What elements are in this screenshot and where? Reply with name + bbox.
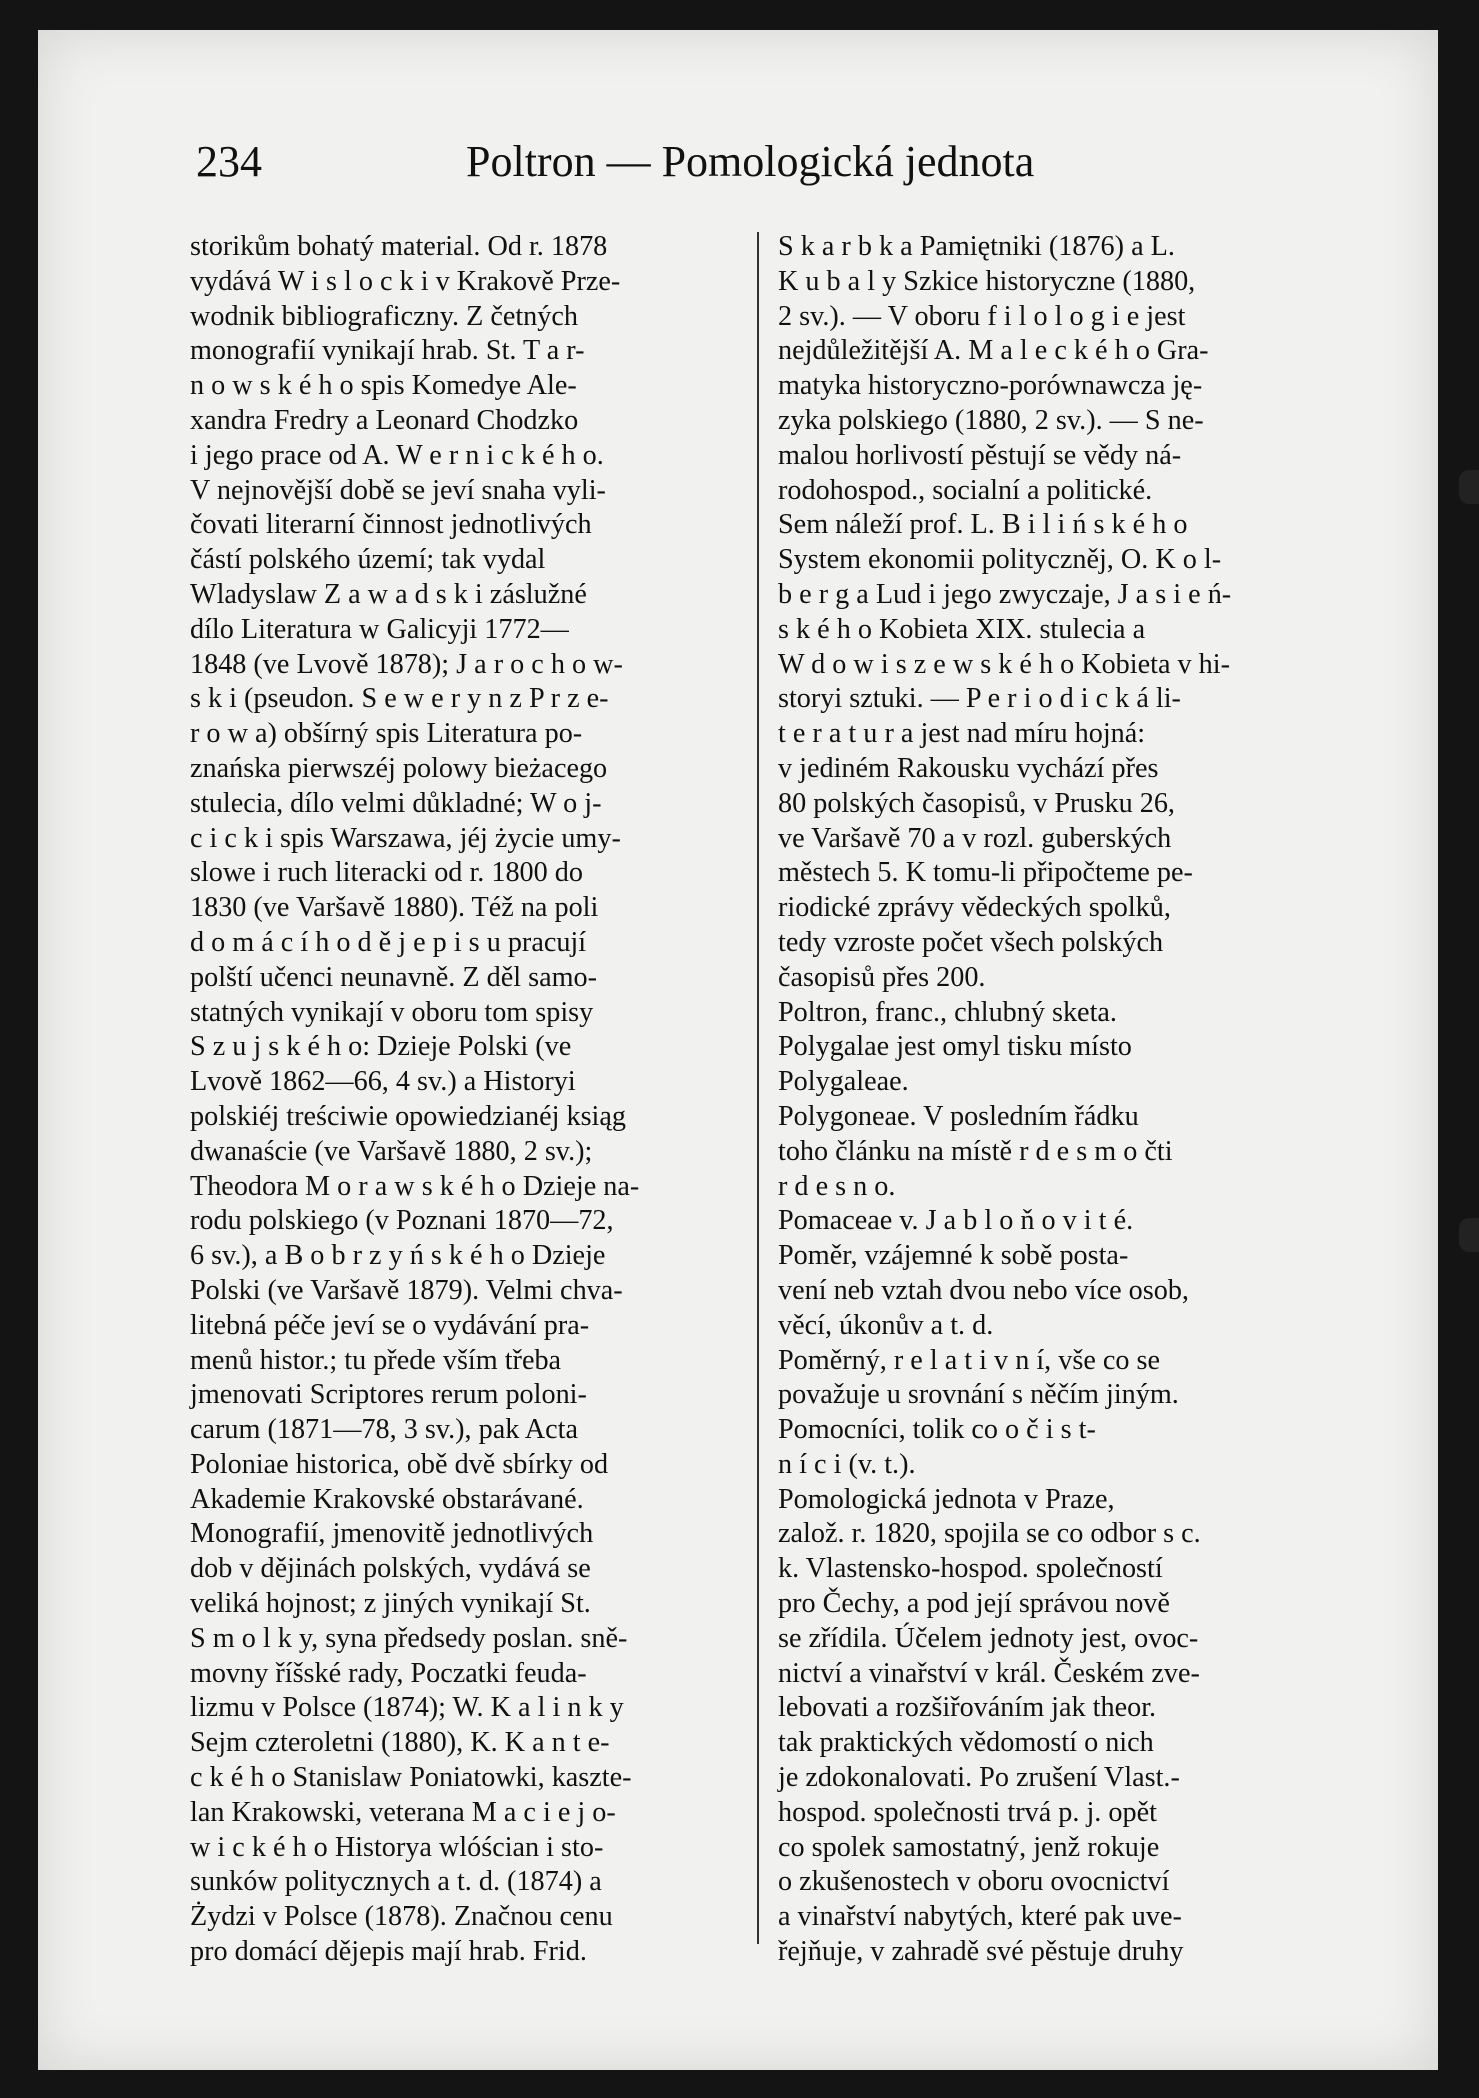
- text-line: c k é h o Stanislaw Poniatowki, kaszte-: [190, 1762, 632, 1794]
- text-line: Polygaleae.: [778, 1066, 909, 1098]
- text-line: polští učenci neunavně. Z děl samo-: [190, 961, 598, 993]
- column-divider: [757, 232, 759, 1944]
- text-line: částí polského území; tak vydal: [190, 544, 546, 576]
- text-line: V nejnovější době se jeví snaha vyli-: [190, 474, 606, 506]
- text-line: Żydzi v Polsce (1878). Značnou cenu: [190, 1901, 613, 1933]
- text-line: veliká hojnost; z jiných vynikají St.: [190, 1588, 591, 1620]
- text-line: nictví a vinařství v král. Českém zve-: [778, 1657, 1200, 1689]
- text-line: matyka historyczno-porównawcza ję-: [778, 370, 1203, 402]
- text-line: ve Varšavě 70 a v rozl. guberských: [778, 822, 1172, 854]
- text-line: Lvově 1862—66, 4 sv.) a Historyi: [190, 1066, 576, 1098]
- text-line: 80 polských časopisů, v Prusku 26,: [778, 787, 1175, 819]
- page-header: [196, 132, 1071, 192]
- text-line: znańska pierwszéj polowy bieżacego: [190, 752, 608, 784]
- text-line: Pomocníci, tolik co o č i s t-: [778, 1414, 1096, 1446]
- text-line: malou horlivostí pěstují se vědy ná-: [778, 439, 1182, 471]
- right-column: [778, 230, 1318, 1970]
- text-line: 2 sv.). — V oboru f i l o l o g i e jest: [778, 300, 1186, 332]
- text-line: wodnik bibliograficzny. Z četných: [190, 300, 578, 332]
- text-line: c i c k i spis Warszawa, jéj życie umy-: [190, 822, 621, 854]
- text-line: 1848 (ve Lvově 1878); J a r o c h o w-: [190, 648, 623, 680]
- text-line: se zřídila. Účelem jednoty jest, ovoc-: [778, 1622, 1199, 1654]
- text-line: městech 5. K tomu-li připočteme pe-: [778, 857, 1193, 889]
- text-line: považuje u srovnání s něčím jiným.: [778, 1379, 1179, 1411]
- text-line: dob v dějinách polských, vydává se: [190, 1553, 591, 1585]
- text-line: S m o l k y, syna předsedy poslan. sně-: [190, 1622, 628, 1654]
- text-line: co spolek samostatný, jenž rokuje: [778, 1831, 1160, 1863]
- text-line: Sem náleží prof. L. B i l i ń s k é h o: [778, 509, 1188, 541]
- text-line: vení neb vztah dvou nebo více osob,: [778, 1274, 1189, 1306]
- text-line: K u b a l y Szkice historyczne (1880,: [778, 265, 1196, 297]
- text-line: W d o w i s z e w s k é h o Kobieta v hi-: [778, 648, 1230, 680]
- scan-edge-mark: [1459, 1218, 1479, 1252]
- text-line: Theodora M o r a w s k é h o Dzieje na-: [190, 1170, 640, 1202]
- text-line: movny říšské rady, Poczatki feuda-: [190, 1657, 587, 1689]
- text-line: Poltron, franc., chlubný sketa.: [778, 996, 1117, 1028]
- left-column: [190, 230, 730, 1970]
- text-line: Polygoneae. V posledním řádku: [778, 1100, 1139, 1132]
- text-line: monografií vynikají hrab. St. T a r-: [190, 335, 585, 367]
- text-line: r o w a) obšírný spis Literatura po-: [190, 718, 583, 750]
- text-line: s k i (pseudon. S e w e r y n z P r z e-: [190, 683, 609, 715]
- text-line: storyi sztuki. — P e r i o d i c k á li-: [778, 683, 1181, 715]
- text-line: S k a r b k a Pamiętniki (1876) a L.: [778, 231, 1175, 262]
- text-line: dílo Literatura w Galicyji 1772—: [190, 613, 569, 645]
- text-line: r d e s n o.: [778, 1170, 896, 1202]
- text-line: vydává W i s l o c k i v Krakově Prze-: [190, 265, 621, 297]
- text-line: s k é h o Kobieta XIX. stulecia a: [778, 613, 1146, 645]
- text-line: Pomaceae v. J a b l o ň o v i t é.: [778, 1205, 1134, 1237]
- text-line: stulecia, dílo velmi důkladné; W o j-: [190, 787, 602, 819]
- text-line: Polski (ve Varšavě 1879). Velmi chva-: [190, 1274, 623, 1306]
- text-line: xandra Fredry a Leonard Chodzko: [190, 404, 579, 436]
- text-line: Monografií, jmenovitě jednotlivých: [190, 1518, 594, 1550]
- text-line: statných vynikají v oboru tom spisy: [190, 996, 594, 1028]
- text-line: n í c i (v. t.).: [778, 1448, 916, 1480]
- text-line: tedy vzroste počet všech polských: [778, 926, 1164, 958]
- text-line: carum (1871—78, 3 sv.), pak Acta: [190, 1414, 579, 1446]
- text-line: sunków politycznych a t. d. (1874) a: [190, 1866, 602, 1898]
- text-line: o zkušenostech v oboru ovocnictví: [778, 1866, 1170, 1898]
- text-line: Akademie Krakovské obstarávané.: [190, 1483, 584, 1515]
- text-line: Polygalae jest omyl tisku místo: [778, 1031, 1132, 1063]
- text-line: slowe i ruch literacki od r. 1800 do: [190, 857, 583, 889]
- text-line: řejňuje, v zahradě své pěstuje druhy: [778, 1936, 1184, 1968]
- text-line: w i c k é h o Historya wlóścian i sto-: [190, 1831, 604, 1863]
- text-line: zyka polskiego (1880, 2 sv.). — S ne-: [778, 404, 1204, 436]
- text-line: toho článku na místě r d e s m o čti: [778, 1135, 1173, 1167]
- page-number: 234: [196, 137, 262, 186]
- text-line: Poměrný, r e l a t i v n í, vše co se: [778, 1344, 1161, 1376]
- text-line: pro domácí dějepis mají hrab. Frid.: [190, 1936, 587, 1968]
- text-line: litebná péče jeví se o vydávání pra-: [190, 1309, 590, 1341]
- text-line: t e r a t u r a jest nad míru hojná:: [778, 718, 1146, 750]
- text-line: Pomologická jednota v Praze,: [778, 1483, 1115, 1515]
- text-line: Sejm czteroletni (1880), K. K a n t e-: [190, 1727, 610, 1759]
- text-line: lizmu v Polsce (1874); W. K a l i n k y: [190, 1692, 624, 1724]
- text-line: System ekonomii polityczněj, O. K o l-: [778, 544, 1222, 576]
- text-line: menů histor.; tu přede vším třeba: [190, 1344, 562, 1376]
- text-line: pro Čechy, a pod její správou nově: [778, 1588, 1170, 1620]
- text-line: riodické zprávy vědeckých spolků,: [778, 892, 1171, 924]
- text-line: 6 sv.), a B o b r z y ń s k é h o Dzieje: [190, 1240, 606, 1272]
- text-line: b e r g a Lud i jego zwyczaje, J a s i e ń-: [778, 578, 1232, 610]
- text-line: lan Krakowski, veterana M a c i e j o-: [190, 1796, 616, 1828]
- text-line: jmenovati Scriptores rerum poloni-: [190, 1379, 587, 1411]
- text-line: 1830 (ve Varšavě 1880). Též na poli: [190, 892, 599, 924]
- text-line: rodu polskiego (v Poznani 1870—72,: [190, 1205, 614, 1237]
- text-line: založ. r. 1820, spojila se co odbor s c.: [778, 1518, 1201, 1550]
- text-line: S z u j s k é h o: Dzieje Polski (ve: [190, 1031, 572, 1063]
- scan-edge-mark: [1459, 470, 1479, 504]
- text-line: k. Vlastensko-hospod. společností: [778, 1553, 1163, 1585]
- text-line: nejdůležitější A. M a l e c k é h o Gra-: [778, 335, 1209, 367]
- text-line: storikům bohatý material. Od r. 1878: [190, 231, 608, 262]
- text-line: věcí, úkonův a t. d.: [778, 1309, 994, 1341]
- text-line: a vinařství nabytých, které pak uve-: [778, 1901, 1182, 1933]
- text-line: je zdokonalovati. Po zrušení Vlast.-: [778, 1762, 1180, 1794]
- text-line: d o m á c í h o d ě j e p i s u pracují: [190, 926, 587, 958]
- text-line: Poměr, vzájemné k sobě posta-: [778, 1240, 1129, 1272]
- text-line: dwanaście (ve Varšavě 1880, 2 sv.);: [190, 1135, 593, 1167]
- running-head: Poltron — Pomologická jednota: [466, 137, 1035, 186]
- text-line: čovati literarní činnost jednotlivých: [190, 509, 592, 541]
- text-line: časopisů přes 200.: [778, 961, 986, 993]
- text-line: polskiéj treściwie opowiedzianéj ksiąg: [190, 1100, 626, 1132]
- text-line: lebovati a rozšiřováním jak theor.: [778, 1692, 1157, 1724]
- text-line: i jego prace od A. W e r n i c k é h o.: [190, 439, 604, 471]
- text-line: Wladyslaw Z a w a d s k i záslužné: [190, 578, 587, 610]
- text-line: tak praktických vědomostí o nich: [778, 1727, 1154, 1759]
- text-line: rodohospod., socialní a politické.: [778, 474, 1153, 506]
- text-line: v jediném Rakousku vychází přes: [778, 752, 1159, 784]
- text-line: Poloniae historica, obě dvě sbírky od: [190, 1448, 609, 1480]
- text-line: hospod. společnosti trvá p. j. opět: [778, 1796, 1157, 1828]
- text-line: n o w s k é h o spis Komedye Ale-: [190, 370, 577, 402]
